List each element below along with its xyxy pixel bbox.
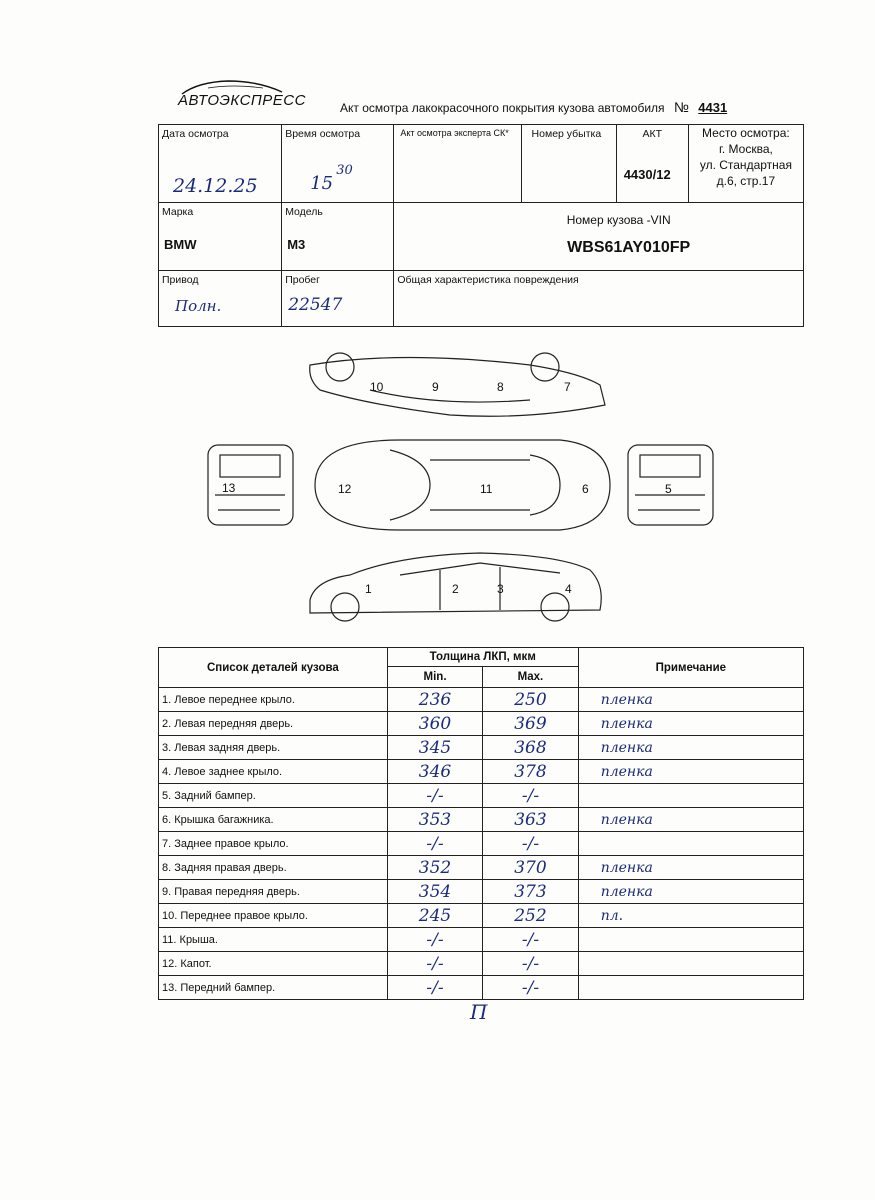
col-note-header: Примечание <box>578 648 803 688</box>
table-row <box>159 928 804 952</box>
vin-value: WBS61AY010FP <box>567 239 691 256</box>
col-max-header: Max. <box>483 667 578 688</box>
note-cell: пленка <box>578 856 803 880</box>
note-cell: пл. <box>578 904 803 928</box>
damage-cell <box>394 271 804 327</box>
part-name-cell: 9. Правая передняя дверь. <box>159 880 388 904</box>
time-minutes: 30 <box>336 163 353 178</box>
min-thickness-cell: 353 <box>387 808 482 832</box>
place-city: г. Москва, <box>718 142 773 156</box>
min-thickness-cell: 346 <box>387 760 482 784</box>
car-body-diagram <box>200 345 720 635</box>
col-min-header: Min. <box>387 667 482 688</box>
part-name-cell: 5. Задний бампер. <box>159 784 388 808</box>
drive-label: Привод <box>162 274 199 286</box>
zone-5-label: 5 <box>665 482 672 496</box>
max-thickness-cell: 368 <box>483 736 578 760</box>
note-cell: пленка <box>578 808 803 832</box>
min-thickness-cell: 354 <box>387 880 482 904</box>
zone-13-label: 13 <box>222 481 236 495</box>
company-logo <box>178 78 306 118</box>
part-name-cell: 6. Крышка багажника. <box>159 808 388 832</box>
zone-10-label: 10 <box>370 380 384 394</box>
max-thickness-cell: 363 <box>483 808 578 832</box>
brand-value: BMW <box>164 237 197 252</box>
place-street: ул. Стандартная <box>699 158 792 172</box>
col-parts-header: Список деталей кузова <box>159 648 388 688</box>
zone-9-label: 9 <box>432 380 439 394</box>
note-cell <box>578 784 803 808</box>
mileage-cell <box>282 271 394 327</box>
part-name-cell: 13. Передний бампер. <box>159 976 388 1000</box>
note-cell: пленка <box>578 736 803 760</box>
drive-value: Полн. <box>175 297 222 315</box>
max-thickness-cell: 373 <box>483 880 578 904</box>
part-name-cell: 7. Заднее правое крыло. <box>159 832 388 856</box>
table-row <box>159 784 804 808</box>
model-cell <box>282 203 394 271</box>
col-thickness-header: Толщина ЛКП, мкм <box>387 648 578 667</box>
part-name-cell: 10. Переднее правое крыло. <box>159 904 388 928</box>
date-value: 24.12.25 <box>173 175 258 197</box>
vin-label: Номер кузова -VIN <box>566 213 671 227</box>
part-name-cell: 2. Левая передняя дверь. <box>159 712 388 736</box>
header-table <box>158 124 804 327</box>
min-thickness-cell: -/- <box>387 832 482 856</box>
table-row <box>159 736 804 760</box>
time-label: Время осмотра <box>285 128 361 140</box>
place-cell <box>688 125 803 203</box>
note-cell: пленка <box>578 712 803 736</box>
table-row <box>159 688 804 712</box>
zone-2-label: 2 <box>452 582 459 596</box>
company-name: АВТОЭКСПРЕСС <box>178 92 306 109</box>
brand-cell <box>159 203 282 271</box>
model-value: M3 <box>287 237 306 252</box>
max-thickness-cell: 378 <box>483 760 578 784</box>
place-building: д.6, стр.17 <box>716 174 776 188</box>
zone-7-label: 7 <box>564 380 571 394</box>
brand-label: Марка <box>162 206 194 218</box>
act-cell <box>616 125 688 203</box>
min-thickness-cell: -/- <box>387 928 482 952</box>
part-name-cell: 12. Капот. <box>159 952 388 976</box>
model-label: Модель <box>285 206 323 218</box>
min-thickness-cell: 345 <box>387 736 482 760</box>
date-cell <box>159 125 282 203</box>
note-cell <box>578 976 803 1000</box>
zone-6-label: 6 <box>582 482 589 496</box>
place-label: Место осмотра: <box>702 126 790 140</box>
table-row <box>159 856 804 880</box>
car-outline-svg <box>200 345 720 635</box>
part-name-cell: 8. Задняя правая дверь. <box>159 856 388 880</box>
max-thickness-cell: -/- <box>483 784 578 808</box>
table-row <box>159 976 804 1000</box>
mileage-label: Пробег <box>285 274 320 286</box>
act-value: 4430/12 <box>623 167 671 182</box>
table-row <box>159 832 804 856</box>
min-thickness-cell: -/- <box>387 784 482 808</box>
max-thickness-cell: 250 <box>483 688 578 712</box>
note-cell <box>578 832 803 856</box>
parts-table-body <box>159 688 804 1000</box>
part-name-cell: 3. Левая задняя дверь. <box>159 736 388 760</box>
zone-1-label: 1 <box>365 582 372 596</box>
title-text: Акт осмотра лакокрасочного покрытия кузова автомобиля <box>340 101 665 115</box>
table-row <box>159 712 804 736</box>
damage-label: Общая характеристика повреждения <box>397 274 579 286</box>
table-row <box>159 952 804 976</box>
note-cell: пленка <box>578 880 803 904</box>
loss-number-cell <box>521 125 616 203</box>
act-number: 4431 <box>698 100 728 115</box>
mileage-value: 22547 <box>288 295 343 315</box>
part-name-cell: 11. Крыша. <box>159 928 388 952</box>
min-thickness-cell: 360 <box>387 712 482 736</box>
vin-cell <box>394 203 804 271</box>
expert-act-label: Акт осмотра эксперта СК* <box>400 128 509 138</box>
number-sign: № <box>673 99 689 115</box>
min-thickness-cell: 236 <box>387 688 482 712</box>
max-thickness-cell: 252 <box>483 904 578 928</box>
time-value: 15 <box>310 173 334 194</box>
max-thickness-cell: -/- <box>483 928 578 952</box>
zone-12-label: 12 <box>338 482 352 496</box>
parts-table <box>158 647 804 1000</box>
max-thickness-cell: -/- <box>483 952 578 976</box>
act-label: АКТ <box>642 128 663 140</box>
zone-11-label: 11 <box>480 482 493 496</box>
expert-act-cell <box>394 125 521 203</box>
part-name-cell: 4. Левое заднее крыло. <box>159 760 388 784</box>
note-cell <box>578 952 803 976</box>
max-thickness-cell: 369 <box>483 712 578 736</box>
table-row <box>159 904 804 928</box>
table-row <box>159 808 804 832</box>
time-cell <box>282 125 394 203</box>
max-thickness-cell: -/- <box>483 832 578 856</box>
zone-3-label: 3 <box>497 582 504 596</box>
drive-cell <box>159 271 282 327</box>
min-thickness-cell: 245 <box>387 904 482 928</box>
loss-number-label: Номер убытка <box>531 128 602 140</box>
part-name-cell: 1. Левое переднее крыло. <box>159 688 388 712</box>
min-thickness-cell: -/- <box>387 976 482 1000</box>
table-row <box>159 880 804 904</box>
note-cell: пленка <box>578 688 803 712</box>
date-label: Дата осмотра <box>162 128 229 140</box>
note-cell <box>578 928 803 952</box>
note-cell: пленка <box>578 760 803 784</box>
document-title <box>340 99 727 115</box>
zone-8-label: 8 <box>497 380 504 394</box>
zone-4-label: 4 <box>565 582 572 596</box>
table-row <box>159 760 804 784</box>
max-thickness-cell: -/- <box>483 976 578 1000</box>
max-thickness-cell: 370 <box>483 856 578 880</box>
signature-mark: П <box>470 1000 488 1024</box>
min-thickness-cell: 352 <box>387 856 482 880</box>
min-thickness-cell: -/- <box>387 952 482 976</box>
